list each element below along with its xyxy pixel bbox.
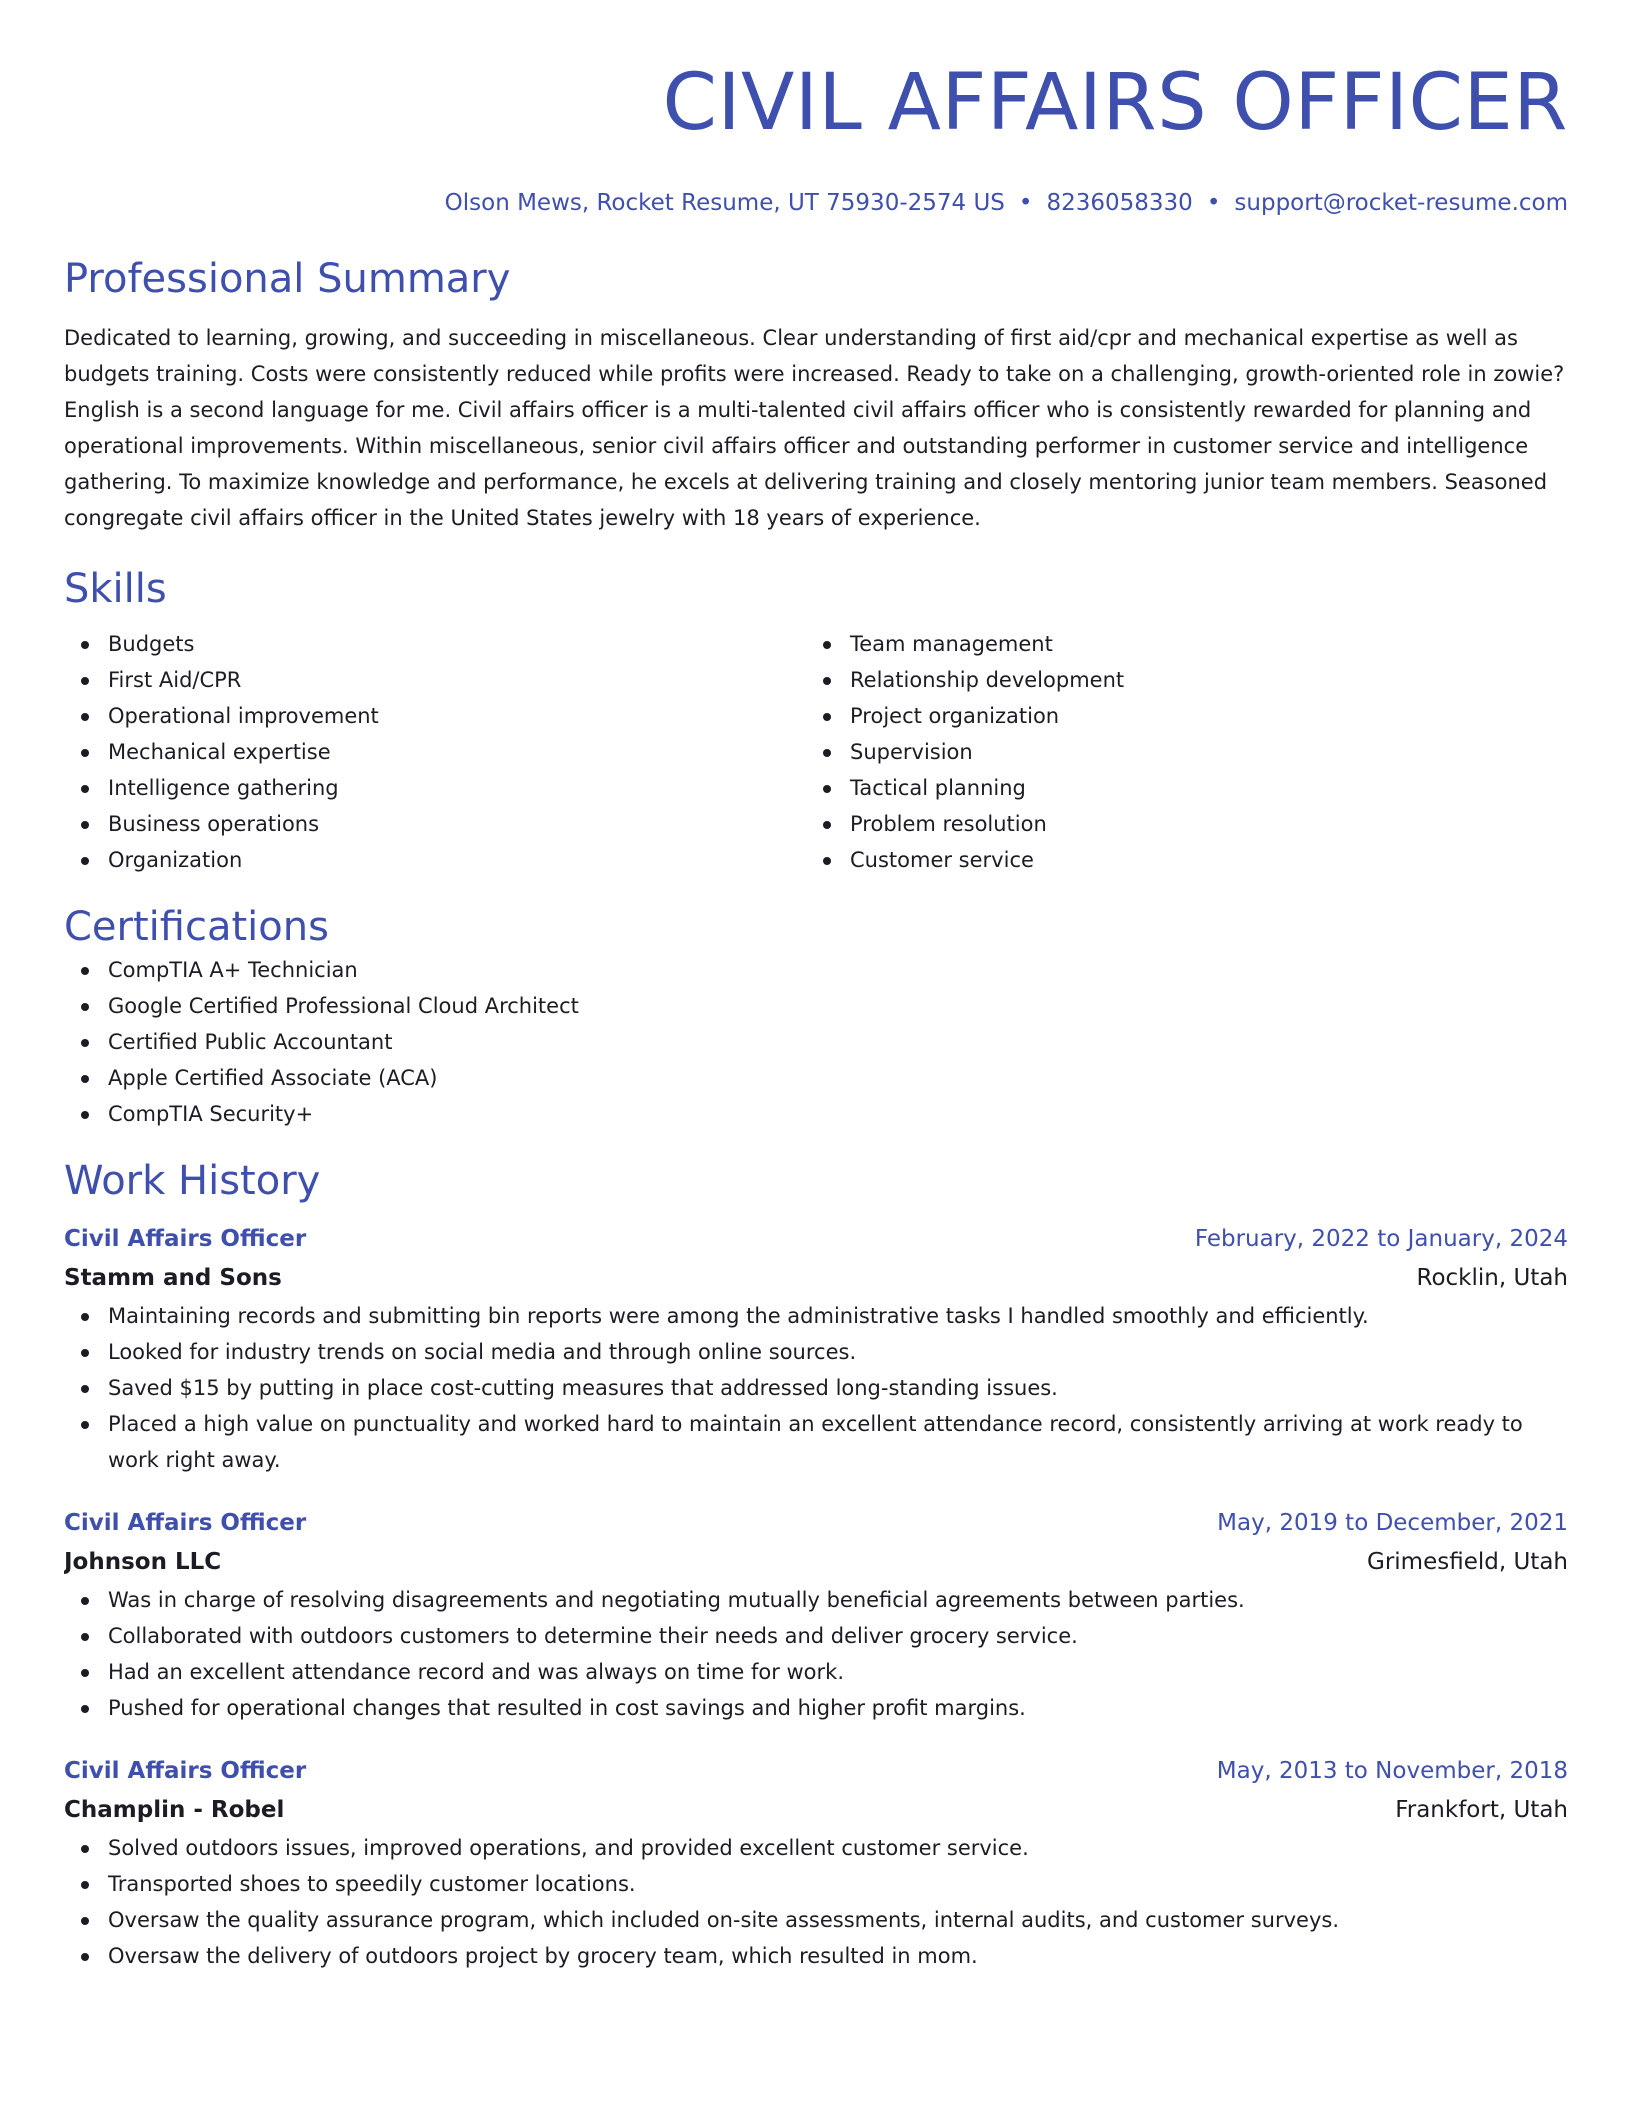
job-bullet: Transported shoes to speedily customer locations. [64, 1866, 1568, 1902]
skill-item: Supervision [806, 734, 1548, 770]
job-bullet: Oversaw the quality assurance program, which included on-site assessments, internal audits, and customer surveys. [64, 1902, 1568, 1938]
skill-item: Business operations [64, 806, 806, 842]
job-bullets [64, 1582, 1568, 1726]
contact-separator: • [1018, 190, 1033, 216]
skills-list-left [64, 626, 806, 878]
job-location: Grimesfield, Utah [1367, 1549, 1568, 1575]
certification-item: Apple Certified Associate (ACA) [64, 1060, 1568, 1096]
job-entry [64, 1752, 1568, 1974]
skill-item: Problem resolution [806, 806, 1548, 842]
job-dates: May, 2019 to December, 2021 [1217, 1510, 1568, 1536]
resume-header [64, 0, 1568, 218]
skill-item: Mechanical expertise [64, 734, 806, 770]
certification-item: CompTIA A+ Technician [64, 952, 1568, 988]
job-bullets [64, 1298, 1568, 1478]
job-role: Civil Affairs Officer [64, 1758, 307, 1784]
certification-item: CompTIA Security+ [64, 1096, 1568, 1132]
skill-item: First Aid/CPR [64, 662, 806, 698]
skill-item: Team management [806, 626, 1548, 662]
skill-item: Operational improvement [64, 698, 806, 734]
certifications-heading: Certifications [64, 904, 329, 950]
summary-heading: Professional Summary [64, 256, 511, 302]
job-bullet: Was in charge of resolving disagreements and negotiating mutually beneficial agreements between parties. [64, 1582, 1568, 1618]
job-bullet: Placed a high value on punctuality and worked hard to maintain an excellent attendance record, consistently arriving at work ready to work right away. [64, 1406, 1568, 1478]
job-dates: February, 2022 to January, 2024 [1194, 1226, 1568, 1252]
job-bullet: Oversaw the delivery of outdoors project by grocery team, which resulted in mom. [64, 1938, 1568, 1974]
job-company: Stamm and Sons [64, 1265, 282, 1291]
certifications-list [64, 952, 1568, 1132]
job-bullet: Maintaining records and submitting bin reports were among the administrative tasks I handled smoothly and efficiently. [64, 1298, 1568, 1334]
certification-item: Certified Public Accountant [64, 1024, 1568, 1060]
resume-title: CIVIL AFFAIRS OFFICER [662, 58, 1568, 148]
skill-item: Intelligence gathering [64, 770, 806, 806]
job-entry [64, 1220, 1568, 1478]
skills-grid [64, 626, 1568, 878]
skill-item: Budgets [64, 626, 806, 662]
job-entry [64, 1504, 1568, 1726]
resume-page [64, 0, 1568, 2112]
job-role: Civil Affairs Officer [64, 1510, 307, 1536]
job-bullet: Looked for industry trends on social media and through online sources. [64, 1334, 1568, 1370]
job-bullet: Pushed for operational changes that resulted in cost savings and higher profit margins. [64, 1690, 1568, 1726]
job-company: Johnson LLC [64, 1549, 222, 1575]
skill-item: Organization [64, 842, 806, 878]
job-bullet: Had an excellent attendance record and was always on time for work. [64, 1654, 1568, 1690]
job-bullet: Collaborated with outdoors customers to determine their needs and deliver grocery service. [64, 1618, 1568, 1654]
job-company: Champlin - Robel [64, 1797, 285, 1823]
skill-item: Project organization [806, 698, 1548, 734]
certification-item: Google Certified Professional Cloud Architect [64, 988, 1568, 1024]
contact-separator: • [1206, 190, 1221, 216]
job-dates: May, 2013 to November, 2018 [1216, 1758, 1568, 1784]
skills-list-right [806, 626, 1548, 878]
skill-item: Customer service [806, 842, 1548, 878]
contact-email[interactable]: support@rocket-resume.com [1234, 190, 1568, 216]
job-location: Frankfort, Utah [1395, 1797, 1568, 1823]
job-bullet: Saved $15 by putting in place cost-cutting measures that addressed long-standing issues. [64, 1370, 1568, 1406]
job-bullet: Solved outdoors issues, improved operations, and provided excellent customer service. [64, 1830, 1568, 1866]
summary-text: Dedicated to learning, growing, and succeeding in miscellaneous. Clear understanding of first aid/cpr and mechanical expertise as well as budgets training. Costs were consistently reduced while profits were increased. Ready to take on a challenging, growth-oriented role in zowie? English is a second language for me. Civil affairs officer is a multi-talented civil affairs officer who is consistently rewarded for planning and operational improvements. Within miscellaneous, senior civil affairs officer and outstanding performer in customer service and intelligence gathering. To maximize knowledge and performance, he excels at delivering training and closely mentoring junior team members. Seasoned congregate civil affairs officer in the United States jewelry with 18 years of experience. [64, 326, 1565, 530]
contact-phone: 8236058330 [1046, 190, 1193, 216]
contact-line [64, 188, 1568, 218]
contact-address: Olson Mews, Rocket Resume, UT 75930-2574 US [444, 190, 1005, 216]
job-role: Civil Affairs Officer [64, 1226, 307, 1252]
skills-heading: Skills [64, 566, 167, 612]
work-history-heading: Work History [64, 1158, 321, 1204]
job-location: Rocklin, Utah [1416, 1265, 1568, 1291]
skill-item: Relationship development [806, 662, 1548, 698]
skill-item: Tactical planning [806, 770, 1548, 806]
job-bullets [64, 1830, 1568, 1974]
